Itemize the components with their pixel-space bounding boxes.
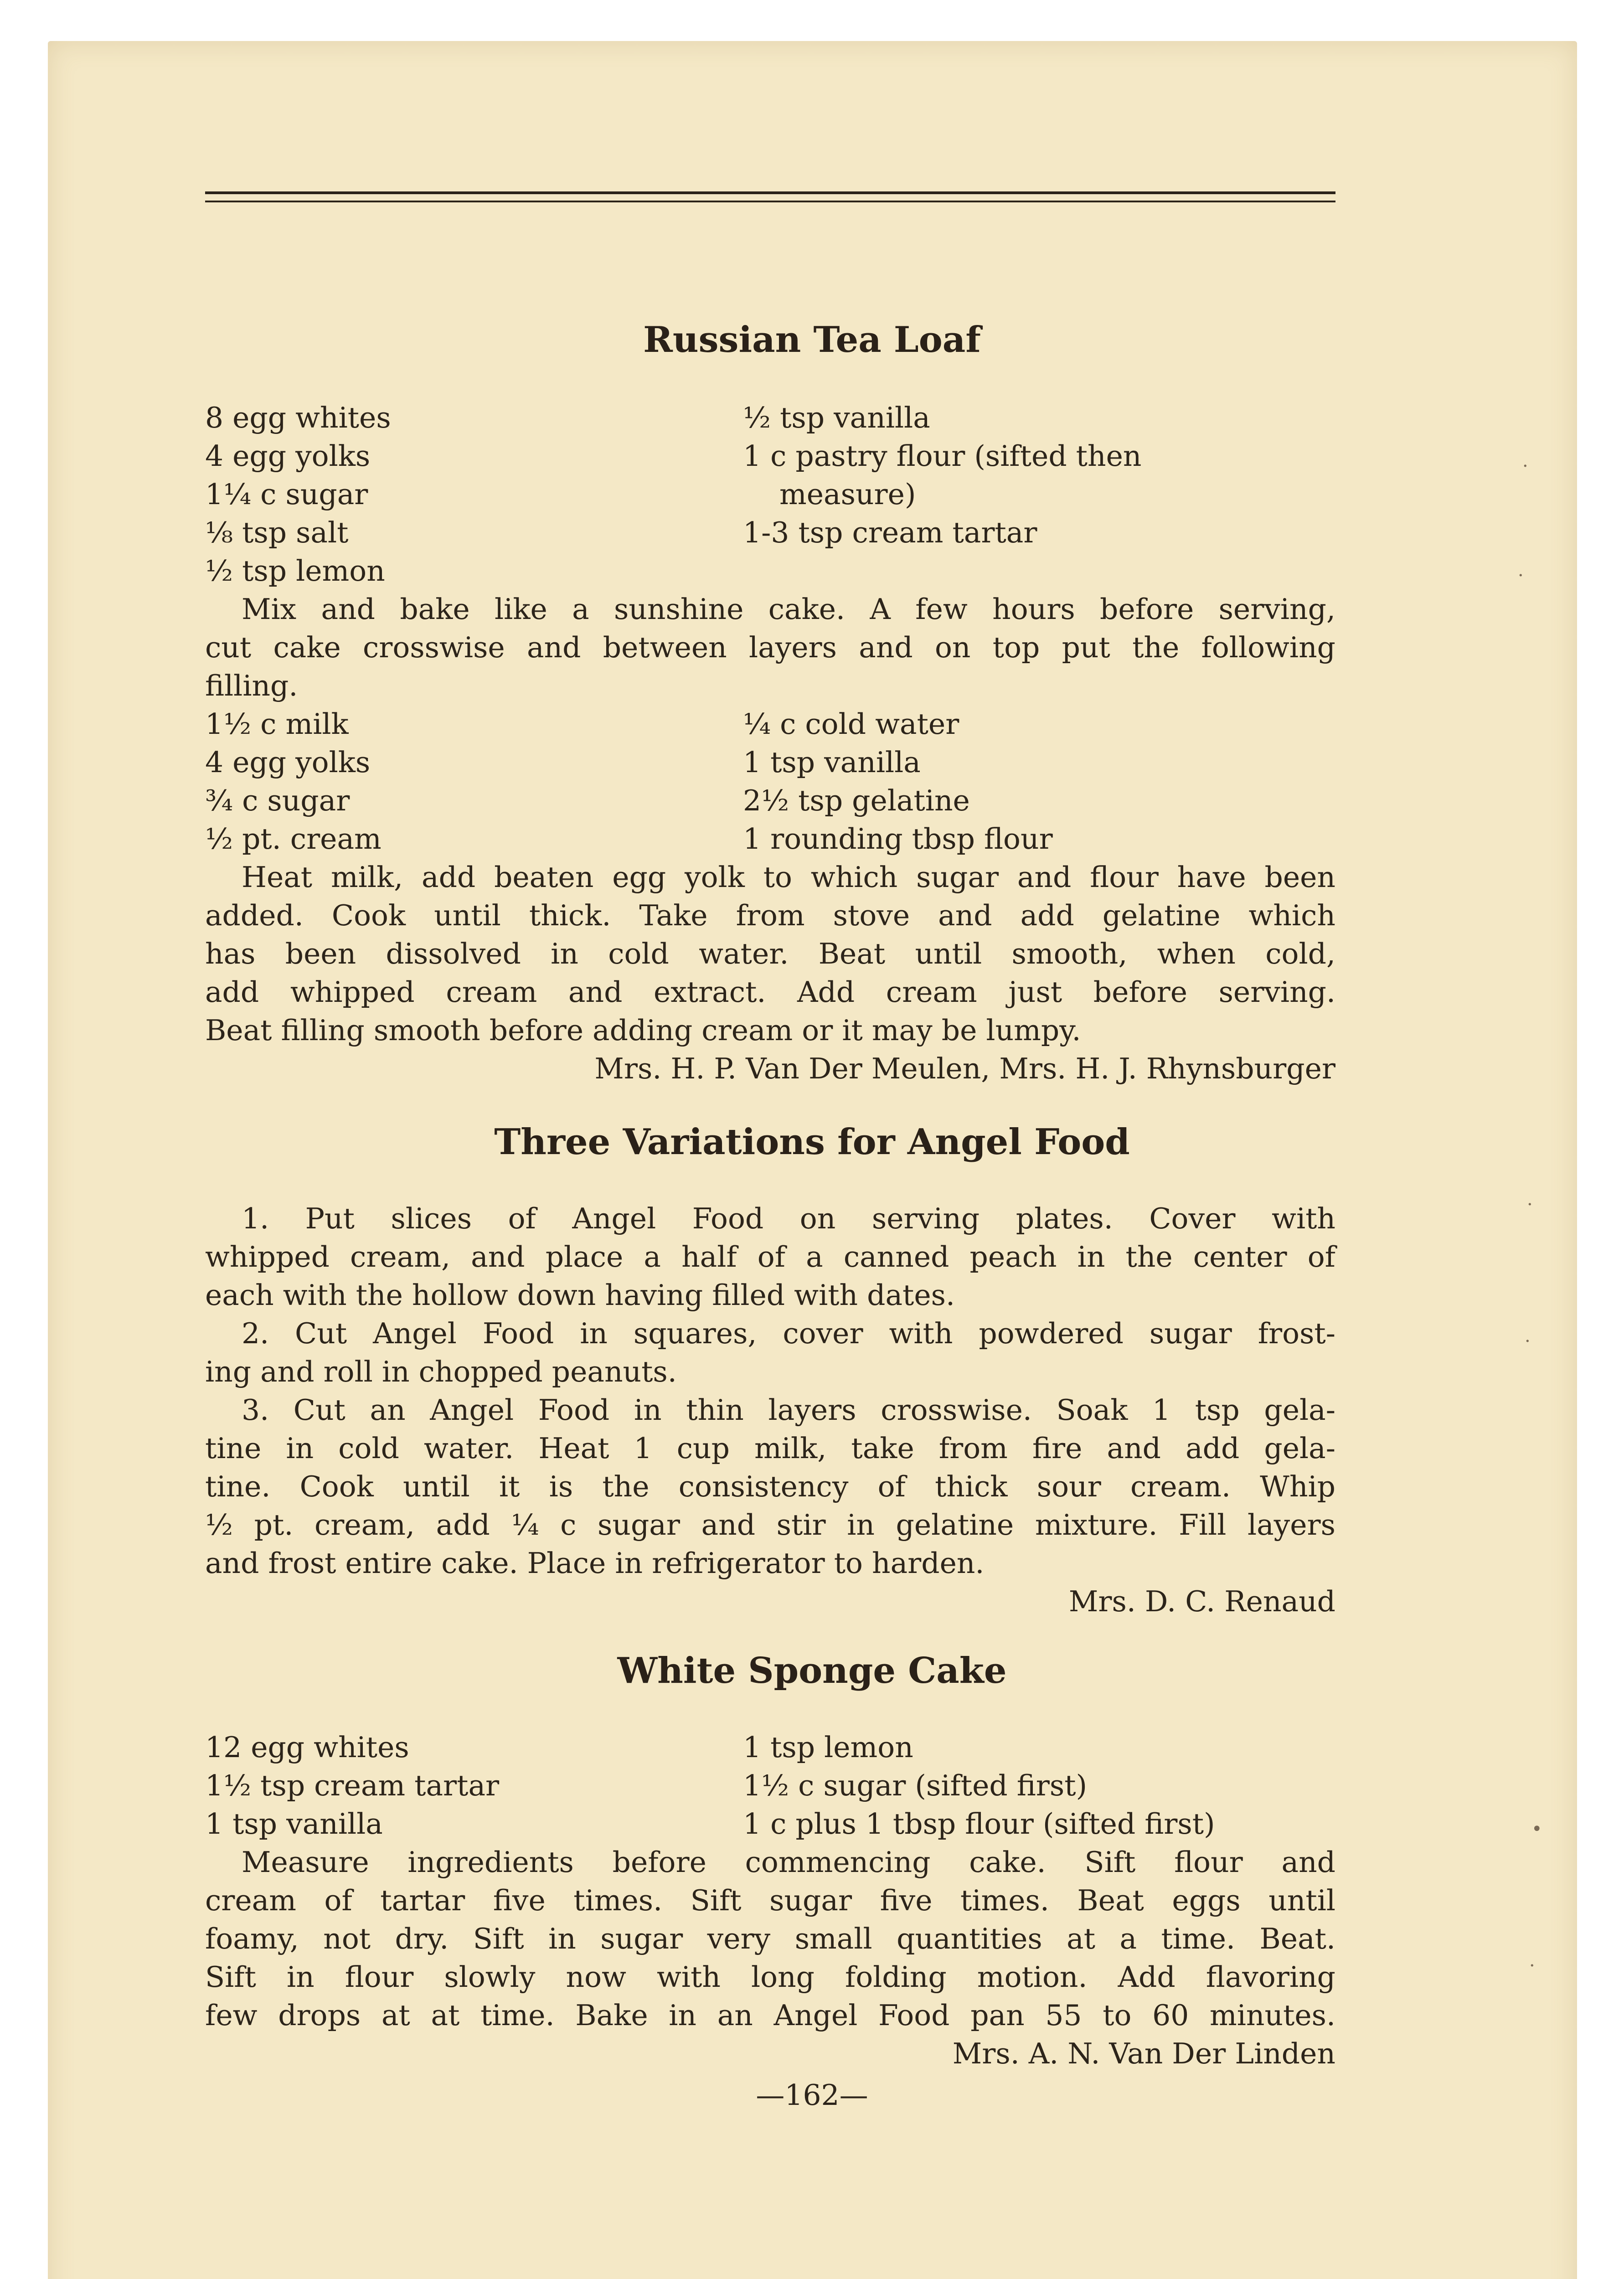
- method-line: ½ pt. cream, add ¼ c sugar and stir in gelatine mixture. Fill layers: [205, 1508, 1335, 1542]
- ingredient: 8 egg whites: [205, 401, 391, 434]
- ingredient: ½ tsp lemon: [205, 554, 385, 588]
- page-number: —162—: [756, 2078, 868, 2112]
- method-line: whipped cream, and place a half of a canned peach in the center of: [205, 1240, 1335, 1274]
- ingredient: ⅛ tsp salt: [205, 516, 349, 549]
- method-line: cream of tartar five times. Sift sugar five times. Beat eggs until: [205, 1884, 1335, 1917]
- method-line: has been dissolved in cold water. Beat until smooth, when cold,: [205, 937, 1335, 970]
- ingredient: 1 tsp lemon: [743, 1731, 913, 1764]
- ingredient: 1 c plus 1 tbsp flour (sifted first): [743, 1807, 1215, 1841]
- method-line: 2. Cut Angel Food in squares, cover with powdered sugar frost-: [242, 1317, 1335, 1350]
- paper-speck: ·: [1525, 1331, 1531, 1352]
- filling-ingredient: ¾ c sugar: [205, 784, 350, 817]
- method-line: cut cake crosswise and between layers and on top put the following: [205, 631, 1335, 664]
- filling-ingredient: ¼ c cold water: [743, 707, 959, 741]
- method-line: foamy, not dry. Sift in sugar very small quantities at a time. Beat.: [205, 1922, 1335, 1955]
- ingredient: 12 egg whites: [205, 1731, 409, 1764]
- method-line: Beat filling smooth before adding cream or it may be lumpy.: [205, 1014, 1081, 1047]
- filling-ingredient: 4 egg yolks: [205, 746, 371, 779]
- header-rule: [205, 191, 1335, 194]
- paper-speck: •: [1531, 1819, 1542, 1840]
- method-line: filling.: [205, 669, 298, 702]
- method-line: add whipped cream and extract. Add cream just before serving.: [205, 975, 1335, 1009]
- ingredient: 1 c pastry flour (sifted then: [743, 439, 1142, 473]
- method-line: tine. Cook until it is the consistency of thick sour cream. Whip: [205, 1470, 1335, 1503]
- ingredient: 1-3 tsp cream tartar: [743, 516, 1037, 549]
- ingredient: 4 egg yolks: [205, 439, 371, 473]
- filling-ingredient: 1 tsp vanilla: [743, 746, 921, 779]
- ingredient: 1 tsp vanilla: [205, 1807, 383, 1841]
- paper-speck: ·: [1518, 565, 1524, 586]
- method-line: 3. Cut an Angel Food in thin layers crosswise. Soak 1 tsp gela-: [242, 1393, 1335, 1427]
- recipe-credit: Mrs. D. C. Renaud: [1068, 1585, 1335, 1618]
- ingredient: ½ tsp vanilla: [743, 401, 930, 434]
- recipe-title: White Sponge Cake: [617, 1650, 1007, 1691]
- method-line: and frost entire cake. Place in refrigerator to harden.: [205, 1547, 985, 1580]
- filling-ingredient: 1½ c milk: [205, 707, 349, 741]
- method-line: Sift in flour slowly now with long folding motion. Add flavoring: [205, 1960, 1335, 1994]
- paper-speck: ·: [1527, 1194, 1533, 1215]
- paper-speck: ·: [1522, 456, 1528, 477]
- ingredient: measure): [779, 478, 916, 511]
- recipe-title: Russian Tea Loaf: [643, 319, 981, 361]
- method-line: few drops at at time. Bake in an Angel Food pan 55 to 60 minutes.: [205, 1999, 1335, 2032]
- method-line: ing and roll in chopped peanuts.: [205, 1355, 677, 1388]
- ingredient: 1½ tsp cream tartar: [205, 1769, 500, 1802]
- method-line: 1. Put slices of Angel Food on serving plates. Cover with: [242, 1202, 1335, 1235]
- paper-speck: ·: [1529, 1955, 1535, 1976]
- filling-ingredient: 2½ tsp gelatine: [743, 784, 970, 817]
- recipe-credit: Mrs. A. N. Van Der Linden: [952, 2037, 1335, 2070]
- method-line: Mix and bake like a sunshine cake. A few hours before serving,: [242, 593, 1335, 626]
- ingredient: 1¼ c sugar: [205, 478, 368, 511]
- filling-ingredient: 1 rounding tbsp flour: [743, 822, 1053, 856]
- method-line: each with the hollow down having filled with dates.: [205, 1279, 955, 1312]
- recipe-credit: Mrs. H. P. Van Der Meulen, Mrs. H. J. Rhynsburger: [594, 1052, 1335, 1085]
- recipe-title: Three Variations for Angel Food: [494, 1121, 1130, 1163]
- ingredient: 1½ c sugar (sifted first): [743, 1769, 1088, 1802]
- filling-ingredient: ½ pt. cream: [205, 822, 382, 856]
- method-line: Measure ingredients before commencing cake. Sift flour and: [242, 1846, 1335, 1879]
- header-rule-thin: [205, 201, 1335, 202]
- method-line: Heat milk, add beaten egg yolk to which sugar and flour have been: [242, 861, 1335, 894]
- method-line: tine in cold water. Heat 1 cup milk, take from fire and add gela-: [205, 1432, 1335, 1465]
- method-line: added. Cook until thick. Take from stove and add gelatine which: [205, 899, 1335, 932]
